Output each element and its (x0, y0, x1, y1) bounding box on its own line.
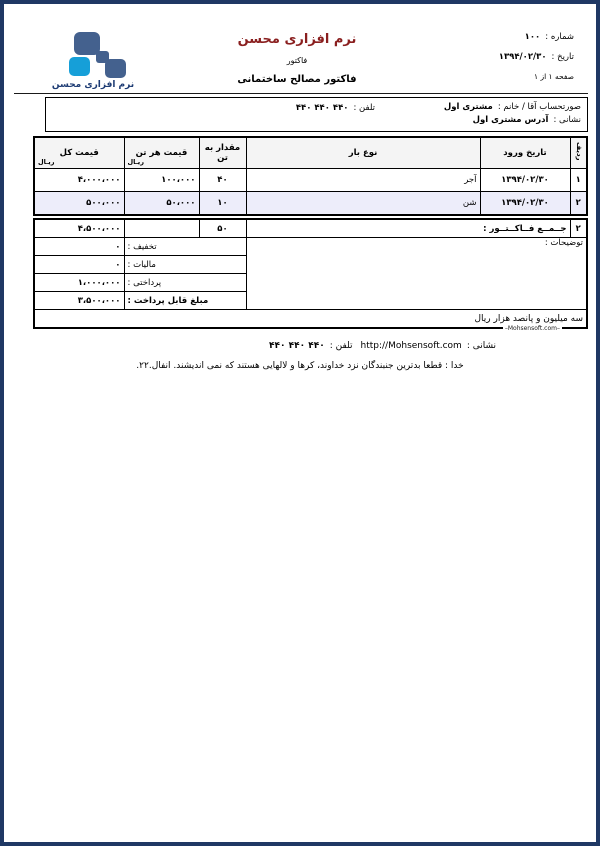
logo-square-blue-icon (69, 57, 90, 76)
col-header-unit-price-text: قیمت هر تن (135, 148, 188, 158)
item-1-row-number: ۱ (570, 169, 587, 192)
invoice-number-value: ۱۰۰ (524, 32, 541, 42)
page-indicator: صفحه ۱ از ۱ (534, 72, 574, 81)
company-logo (18, 32, 168, 93)
item-1-quantity: ۴۰ (199, 169, 246, 192)
total-quantity: ۵۰ (199, 219, 246, 238)
item-2-entry-date: ۱۳۹۴/۰۲/۳۰ (480, 192, 570, 216)
customer-name-value: مشتری اول (443, 102, 493, 112)
items-table (33, 136, 588, 216)
col-header-total-price-currency: ریـال (38, 158, 55, 166)
paid-value: ۱،۰۰۰،۰۰۰ (34, 274, 124, 292)
customer-name-line (52, 101, 581, 114)
notes-label: توضیحات : (544, 238, 583, 248)
company-logo-icon (58, 32, 128, 78)
notes-cell (246, 238, 587, 310)
discount-label: تخفیف : (124, 238, 246, 256)
footer-website-url: http://Mohsensoft.com (360, 341, 462, 351)
customer-address-line (52, 114, 581, 127)
payable-label: مبلغ قابل پرداخت : (124, 292, 246, 310)
customer-phone-value: ۴۴۰ ۴۴۰ ۴۴۰ (295, 103, 349, 113)
customer-phone-label: تلفن : (353, 103, 375, 113)
col-header-quantity-tons: مقدار به تن (199, 137, 246, 169)
item-1-cargo-type: آجر (246, 169, 480, 192)
invoice-total-amount: ۴،۵۰۰،۰۰۰ (34, 219, 124, 238)
col-header-total-price (34, 137, 124, 169)
invoice-number-row (426, 32, 574, 52)
customer-address-label: نشانی : (553, 115, 581, 125)
doc-type-label: فاکتور (286, 56, 308, 65)
discount-value: ۰ (34, 238, 124, 256)
footer-phone-label: تلفن : (329, 341, 353, 351)
item-2-cargo-type: شن (246, 192, 480, 216)
item-2-unit-price: ۵۰،۰۰۰ (124, 192, 199, 216)
header-divider (14, 93, 588, 94)
invoice-date-label: تاریخ : (551, 52, 574, 62)
item-row-1 (34, 169, 587, 192)
col-header-cargo-type: نوع بار (246, 137, 480, 169)
invoice-meta (426, 32, 574, 93)
invoice-number-label: شماره : (545, 32, 574, 42)
item-2-total-price: ۵۰۰،۰۰۰ (34, 192, 124, 216)
amount-in-words: سه میلیون و پانصد هزار ریال (34, 310, 587, 329)
watermark-text: – Mohsensoft.com – (503, 325, 562, 332)
invoice-total-label: جــمــع فــاکــتــور : (246, 219, 570, 238)
header-title-block (168, 32, 426, 93)
customer-info-box (45, 97, 588, 132)
logo-square-dark-right-icon (105, 59, 126, 78)
footer-contact-line (4, 341, 596, 351)
invoice-header (4, 4, 596, 93)
item-1-unit-price: ۱۰۰،۰۰۰ (124, 169, 199, 192)
total-unit-price-empty-cell (124, 219, 199, 238)
col-header-unit-price-currency: ریـال (127, 158, 144, 166)
item-2-quantity: ۱۰ (199, 192, 246, 216)
footer-quote: خدا : قطعا بدترین جنبندگان نزد خداوند، کرها و لالهایی هستند که نمی اندیشند. انفال.۲۲. (136, 361, 464, 371)
tax-label: مالیات : (124, 256, 246, 274)
company-title: نرم افزاری محسن (237, 32, 357, 47)
discount-row (34, 238, 587, 256)
payable-value: ۳،۵۰۰،۰۰۰ (34, 292, 124, 310)
invoice-date-value: ۱۳۹۴/۰۲/۳۰ (498, 52, 547, 62)
customer-address-value: آدرس مشتری اول (472, 115, 549, 125)
col-header-total-price-text: قیمت کل (59, 148, 99, 158)
summary-section (35, 218, 588, 332)
customer-phone-group (296, 102, 375, 115)
paid-label: پرداختی : (124, 274, 246, 292)
company-logo-text: نرم افزاری محسن (51, 80, 135, 90)
total-row-count: ۲ (570, 219, 587, 238)
footer-address-label: نشانی : (466, 341, 496, 351)
items-table-header (34, 137, 587, 169)
invoice-date-row (426, 52, 574, 72)
footer-phone-value: ۴۴۰ ۴۴۰ ۴۴۰ (269, 341, 325, 351)
doc-title: فاکتور مصالح ساختمانی (237, 74, 357, 85)
col-header-row-number-text: ردیف (574, 142, 583, 161)
col-header-entry-date: تاریخ ورود (480, 137, 570, 169)
item-2-row-number: ۲ (570, 192, 587, 216)
invoice-total-row (34, 219, 587, 238)
item-1-total-price: ۴،۰۰۰،۰۰۰ (34, 169, 124, 192)
item-1-entry-date: ۱۳۹۴/۰۲/۳۰ (480, 169, 570, 192)
header-row (34, 137, 587, 169)
col-header-row-number (570, 137, 587, 169)
col-header-unit-price (124, 137, 199, 169)
summary-table (33, 218, 588, 329)
tax-value: ۰ (34, 256, 124, 274)
customer-name-label: صورتحساب آقا / خانم : (497, 102, 581, 112)
item-row-2 (34, 192, 587, 216)
